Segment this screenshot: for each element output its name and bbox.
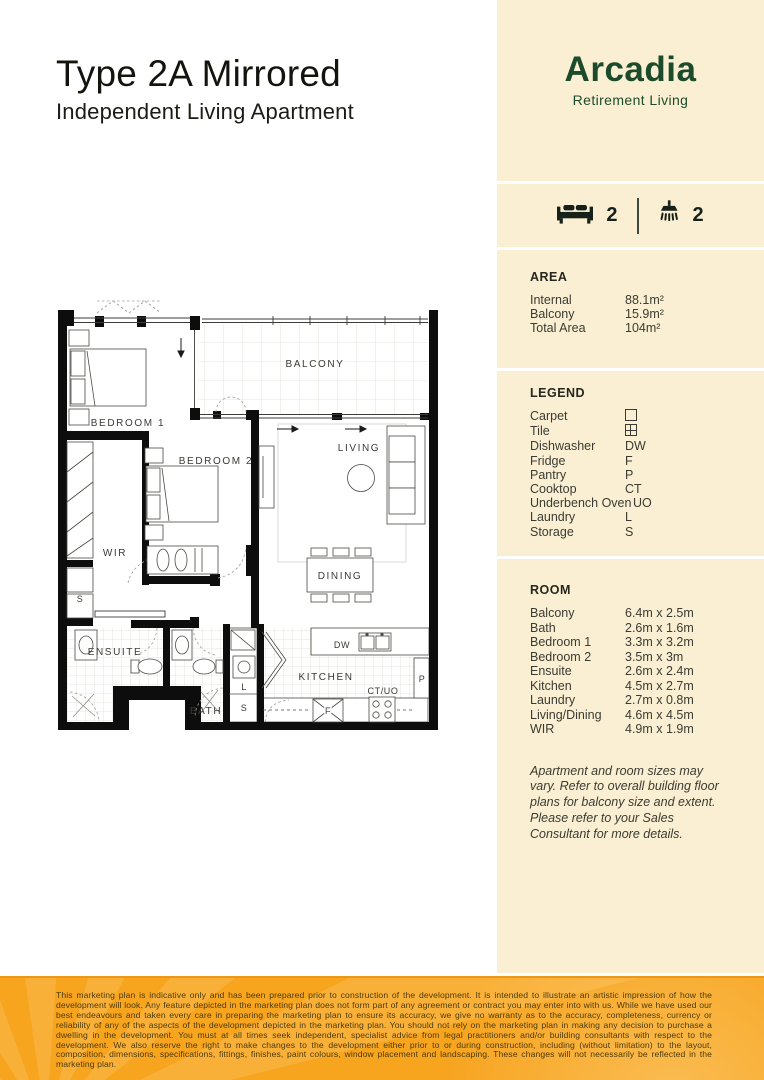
area-row-value: 104m² <box>625 321 661 336</box>
legend-row-code: S <box>625 524 634 539</box>
room-row-value: 2.7m x 0.8m <box>625 693 694 707</box>
pantry-label: P <box>418 674 426 684</box>
room-row-label: Bath <box>530 620 556 635</box>
room-row <box>530 650 764 665</box>
shower-icon <box>658 200 680 231</box>
room-row-value: 3.5m x 3m <box>625 649 684 664</box>
room-row <box>530 693 764 708</box>
area-row-value: 15.9m² <box>625 307 664 322</box>
summary-block <box>497 184 764 247</box>
room-row-label: Balcony <box>530 606 575 620</box>
area-row-value: 88.1m² <box>625 293 664 307</box>
room-row <box>530 722 764 737</box>
page-title: Type 2A Mirrored <box>56 53 341 94</box>
room-row-label: WIR <box>530 722 555 736</box>
room-row <box>530 664 764 679</box>
balcony-label: BALCONY <box>285 359 345 370</box>
storage-cupboard-label: S <box>240 703 248 713</box>
room-row-label: Bedroom 1 <box>530 635 592 649</box>
legend-row <box>530 510 764 524</box>
legend-row-label: Fridge <box>530 453 566 468</box>
legend-row-label: Tile <box>530 424 550 439</box>
area-block <box>497 250 764 368</box>
bath-count: 2 <box>692 204 704 226</box>
legend-row-code: L <box>625 510 632 525</box>
room-row <box>530 708 764 723</box>
room-heading: ROOM <box>530 583 571 597</box>
room-row-label: Ensuite <box>530 664 572 678</box>
room-row-value: 4.5m x 2.7m <box>625 678 694 693</box>
header <box>56 52 354 125</box>
room-row-label: Laundry <box>530 693 576 707</box>
area-row-label: Internal <box>530 293 572 307</box>
legend-row <box>530 409 764 424</box>
area-row <box>530 321 764 335</box>
legend-heading: LEGEND <box>530 386 586 400</box>
legend-row-code: P <box>625 467 634 482</box>
legend-row <box>530 439 764 453</box>
legend-row <box>530 424 764 439</box>
laundry-label: L <box>241 682 247 692</box>
summary-divider <box>637 198 639 234</box>
brand-tagline: Retirement Living <box>572 92 689 108</box>
area-row-label: Balcony <box>530 307 575 322</box>
legend-row-label: Cooktop <box>530 482 577 497</box>
area-heading: AREA <box>530 270 568 284</box>
tile-swatch-icon <box>625 424 637 436</box>
dining-label: DINING <box>317 571 363 582</box>
legend-row <box>530 482 764 496</box>
room-row-value: 4.6m x 4.5m <box>625 707 694 722</box>
room-row-value: 3.3m x 3.2m <box>625 635 694 649</box>
legend-row-label: Laundry <box>530 510 576 525</box>
brand-block <box>497 0 764 181</box>
brand-logo: Arcadia <box>564 50 697 89</box>
legend-row-code: F <box>625 453 633 468</box>
room-row <box>530 621 764 636</box>
room-row-value: 4.9m x 1.9m <box>625 722 694 736</box>
ctuo-label: CT/UO <box>367 686 399 696</box>
legend-row-label: Carpet <box>530 409 568 423</box>
room-row-value: 2.6m x 1.6m <box>625 620 694 635</box>
bed-icon <box>557 201 593 230</box>
legend-row-code: UO <box>633 496 652 511</box>
legend-row <box>530 496 764 510</box>
bedroom1-label: BEDROOM 1 <box>90 418 166 429</box>
area-row <box>530 307 764 321</box>
room-row <box>530 679 764 694</box>
legend-row <box>530 468 764 482</box>
ensuite-label: ENSUITE <box>87 647 143 658</box>
bath-label: BATH <box>189 706 223 717</box>
area-row <box>530 293 764 307</box>
bed-count: 2 <box>606 204 618 226</box>
entry-niche <box>129 700 185 722</box>
room-row-label: Kitchen <box>530 678 572 693</box>
storage-hall-label: S <box>76 594 84 604</box>
legend-row-label: Dishwasher <box>530 439 596 454</box>
room-row-value: 6.4m x 2.5m <box>625 606 694 620</box>
legend-row-code: DW <box>625 439 646 454</box>
room-row <box>530 635 764 650</box>
living-label: LIVING <box>337 443 381 454</box>
legend-row <box>530 525 764 539</box>
bedroom2-label: BEDROOM 2 <box>178 456 254 467</box>
legend-row <box>530 454 764 468</box>
footer-band <box>0 976 764 1080</box>
carpet-swatch-icon <box>625 409 637 421</box>
room-block <box>497 559 764 973</box>
legend-row-label: Storage <box>530 524 574 539</box>
fridge-label: F <box>324 706 332 716</box>
kitchen-label: KITCHEN <box>298 672 354 683</box>
room-row <box>530 606 764 621</box>
legend-row-label: Underbench Oven <box>530 496 632 511</box>
floor-plan <box>52 290 458 740</box>
legend-row-code: CT <box>625 482 642 497</box>
room-row-label: Living/Dining <box>530 707 602 722</box>
footer-disclaimer: This marketing plan is indicative only and has been prepared prior to construction of the development. It is intended to illustrate an artistic impression of how the development will look. Any feature depicted in the marketing plan does not form part of any agreement or contract you may enter into with us. While we have used our best endeavours and taken every care in preparing the marketing plan to ensure its accuracy, we give no warranty as to the accuracy, completeness, currency or reliability of any of the aspects of the development depicted in the marketing plan. You should not rely on the marketing plan in making any decision to purchase a dwelling in the development. You must at all times seek independent, specialist advice from legal practitioners and/or building consultants with respect to the development. We also reserve the right to make changes to the development either prior to or during construction, including (without limitation) to the layout, composition, dimensions, specifications, fittings, finishes, paint colours, window placement and landscaping. These changes will not necessarily be reflected in the marketing plan. <box>56 990 712 1070</box>
area-row-label: Total Area <box>530 321 586 336</box>
page-subtitle: Independent Living Apartment <box>56 99 354 124</box>
room-row-value: 2.6m x 2.4m <box>625 664 694 678</box>
legend-block <box>497 371 764 556</box>
dw-label: DW <box>333 640 351 650</box>
wir-label: WIR <box>102 548 128 559</box>
room-row-label: Bedroom 2 <box>530 649 592 664</box>
sizes-note: Apartment and room sizes may vary. Refer to overall building floor plans for balcony size and extent. Please refer to your Sales Consultant for more details. <box>530 763 719 841</box>
legend-row-label: Pantry <box>530 467 567 482</box>
